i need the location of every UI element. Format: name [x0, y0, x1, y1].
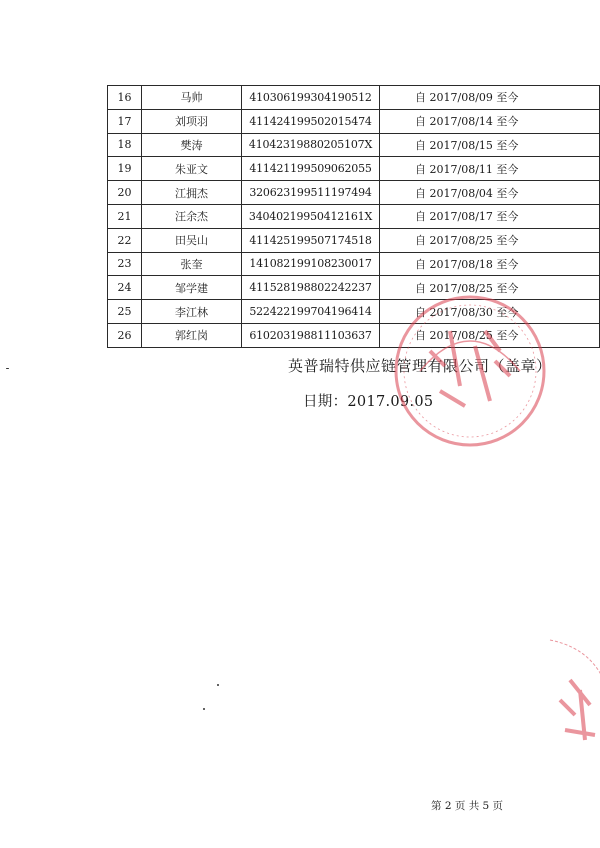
- employment-period: 自 2017/08/14 至今: [380, 109, 600, 133]
- employment-period: 自 2017/08/15 至今: [380, 133, 600, 157]
- id-number: 41042319880205107X: [242, 133, 380, 157]
- employment-period: 自 2017/08/25 至今: [380, 276, 600, 300]
- employee-name: 樊涛: [142, 133, 242, 157]
- employee-name: 刘项羽: [142, 109, 242, 133]
- employee-name: 江拥杰: [142, 181, 242, 205]
- employee-name: 邹学建: [142, 276, 242, 300]
- id-number: 411424199502015474: [242, 109, 380, 133]
- id-number: 411421199509062055: [242, 157, 380, 181]
- id-number: 34040219950412161X: [242, 204, 380, 228]
- row-number: 22: [108, 228, 142, 252]
- table-row: [108, 133, 600, 157]
- row-number: 25: [108, 300, 142, 324]
- scan-speck: [6, 368, 9, 369]
- employee-name: 李江林: [142, 300, 242, 324]
- employee-name: 马帅: [142, 86, 242, 110]
- row-number: 23: [108, 252, 142, 276]
- page-indicator: 第 2 页 共 5 页: [431, 800, 504, 812]
- employment-period: 自 2017/08/04 至今: [380, 181, 600, 205]
- row-number: 17: [108, 109, 142, 133]
- table-row: [108, 109, 600, 133]
- employee-name: 郭红岗: [142, 323, 242, 347]
- employee-name: 张奎: [142, 252, 242, 276]
- employment-period: 自 2017/08/25 至今: [380, 323, 600, 347]
- employee-name: 田吴山: [142, 228, 242, 252]
- row-number: 16: [108, 86, 142, 110]
- row-number: 21: [108, 204, 142, 228]
- employee-name: 汪余杰: [142, 204, 242, 228]
- row-number: 20: [108, 181, 142, 205]
- scan-speck: [203, 708, 205, 710]
- table-row: [108, 157, 600, 181]
- id-number: 411528198802242237: [242, 276, 380, 300]
- employment-period: 自 2017/08/25 至今: [380, 228, 600, 252]
- seal-fragment-stamp: [540, 630, 600, 760]
- id-number: 411425199507174518: [242, 228, 380, 252]
- employment-period: 自 2017/08/11 至今: [380, 157, 600, 181]
- id-number: 410306199304190512: [242, 86, 380, 110]
- row-number: 19: [108, 157, 142, 181]
- employment-period: 自 2017/08/17 至今: [380, 204, 600, 228]
- employment-period: 自 2017/08/30 至今: [380, 300, 600, 324]
- row-number: 24: [108, 276, 142, 300]
- id-number: 141082199108230017: [242, 252, 380, 276]
- employee-name: 朱亚文: [142, 157, 242, 181]
- table-row: [108, 181, 600, 205]
- table-row: [108, 228, 600, 252]
- table-row: [108, 86, 600, 110]
- document-date: 日期：2017.09.05: [303, 394, 434, 410]
- table-row: [108, 204, 600, 228]
- row-number: 26: [108, 323, 142, 347]
- id-number: 320623199511197494: [242, 181, 380, 205]
- row-number: 18: [108, 133, 142, 157]
- id-number: 522422199704196414: [242, 300, 380, 324]
- table-row: [108, 252, 600, 276]
- id-number: 610203198811103637: [242, 323, 380, 347]
- employment-period: 自 2017/08/09 至今: [380, 86, 600, 110]
- company-seal-stamp: [390, 291, 550, 451]
- employment-period: 自 2017/08/18 至今: [380, 252, 600, 276]
- scan-speck: [217, 684, 219, 686]
- company-signature-line: 英普瑞特供应链管理有限公司（盖章）: [288, 357, 552, 375]
